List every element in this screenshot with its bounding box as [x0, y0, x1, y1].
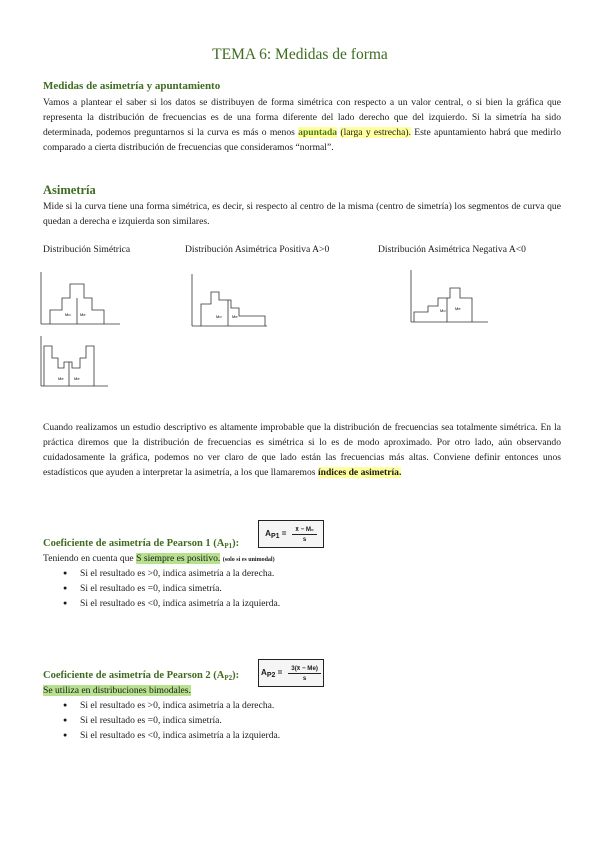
section-heading-medidas: Medidas de asimetría y apuntamiento — [43, 80, 221, 92]
pearson2-denominator: s — [302, 674, 307, 682]
pearson2-fraction — [288, 665, 321, 682]
label-me-right: Me — [74, 376, 80, 381]
paragraph-intro-a: Vamos a plantear el saber si los datos se distribuyen de forma simétrica con respecto a un valor central, o si bien la gráfica que representa la distribución de frecuencias es de una forma diferente del lado derecho que del izquierdo. Si la simetría ha sido determinada, podemos preguntarnos si la curva es más o menos — [43, 97, 561, 138]
paragraph-intro — [43, 95, 561, 155]
paragraph-asimetria-intro: Mide si la curva tiene una forma simétrica, es decir, si respecto al centro de la misma (centro de simetría) los segmentos de curva que quedan a derecha e izquierda son similares. — [43, 201, 561, 227]
pearson1-denominator: s — [302, 535, 307, 543]
pearson2-heading — [43, 670, 239, 682]
pearson2-formula-eq: = — [277, 667, 283, 677]
pearson1-heading-text: Coeficiente de asimetría de Pearson 1 (A — [43, 538, 225, 549]
pearson1-note-small: (solo si es unimodal) — [222, 557, 275, 563]
pearson1-bullet-negative: ● Si el resultado es <0, indica asimetría a la izquierda. — [61, 596, 280, 611]
bimodal-distribution-diagram — [40, 336, 110, 388]
pearson1-formula-lhs — [265, 529, 286, 540]
caption-asimetrica-negativa: Distribución Asimétrica Negativa A<0 — [378, 244, 526, 255]
distribution-outline — [414, 288, 472, 322]
pearson1-heading — [43, 538, 239, 550]
pearson2-heading-end: ): — [232, 670, 240, 681]
pearson1-heading-sub: P1 — [224, 542, 233, 550]
pearson2-numerator: 3(x̄ − Me) — [288, 665, 321, 674]
pearson2-formula-sub: P2 — [266, 671, 276, 679]
section-heading-asimetria: Asimetría — [43, 183, 96, 197]
pearson2-bullet-zero: ● Si el resultado es =0, indica simetría. — [61, 713, 280, 728]
paragraph-asimetria-estudio — [43, 420, 561, 480]
caption-asimetrica-positiva: Distribución Asimétrica Positiva A>0 — [185, 244, 330, 255]
page-title: TEMA 6: Medidas de forma — [212, 46, 388, 63]
label-mo: Mo — [65, 312, 71, 317]
caption-simetrica: Distribución Simétrica — [43, 244, 131, 255]
distribution-outline — [201, 292, 265, 326]
pearson1-heading-end: ): — [232, 538, 240, 549]
pearson2-heading-sub: P2 — [224, 674, 233, 682]
highlight-apuntada: apuntada — [298, 127, 338, 138]
negative-asymmetric-diagram — [410, 270, 490, 324]
highlight-indices: índices de asimetría. — [317, 467, 402, 478]
paragraph-intro-b: (larga y estrecha). — [340, 127, 411, 138]
positive-asymmetric-diagram — [191, 274, 269, 328]
symmetric-distribution-diagram — [40, 272, 122, 326]
label-mo: Mo — [216, 314, 222, 319]
paragraph-asimetria-estudio-text: Cuando realizamos un estudio descriptivo es altamente improbable que la distribución de frecuencias sea totalmente simétrica. En la práctica diremos que la distribución de frecuencias es simétrica si lo es de modo aproximado. Por otro lado, aún observando cuidadosamente la gráfica, podemos no ver claro de que lado están las frecuencias más altas. Conviene definir entonces unos estadísticos que ayuden a interpretar la asimetría, a los que llamaremos — [43, 422, 561, 478]
pearson1-formula-sub: P1 — [270, 532, 280, 540]
pearson2-formula-lhs — [261, 668, 282, 679]
paragraph-intro-c: Este apuntamiento habrá que medirlo comparado a cierta distribución de frecuencias que consideramos “normal”. — [43, 127, 562, 153]
pearson1-bullet-positive: ● Si el resultado es >0, indica asimetría a la derecha. — [61, 566, 280, 581]
label-me: Me — [80, 312, 86, 317]
label-mo: Mo — [440, 308, 446, 313]
pearson2-bullet-negative: ● Si el resultado es <0, indica asimetría a la izquierda. — [61, 728, 280, 743]
pearson2-bullet-positive: ● Si el resultado es >0, indica asimetría a la derecha. — [61, 698, 280, 713]
pearson2-heading-text: Coeficiente de asimetría de Pearson 2 (A — [43, 670, 225, 681]
label-me: Me — [455, 306, 461, 311]
pearson1-note-text: Teniendo en cuenta que — [43, 553, 134, 564]
pearson1-numerator: x̄ − M₀ — [292, 526, 316, 535]
pearson1-bullet-zero: ● Si el resultado es =0, indica simetría. — [61, 581, 280, 596]
pearson1-bullet-list — [61, 566, 280, 611]
pearson1-fraction — [292, 526, 316, 543]
pearson2-formula — [258, 659, 324, 687]
pearson1-note-highlight: S siempre es positivo. — [136, 553, 221, 564]
pearson1-formula — [258, 520, 324, 548]
pearson1-formula-a: A — [265, 528, 271, 538]
label-me-left: Me — [58, 376, 64, 381]
pearson1-formula-eq: = — [281, 528, 287, 538]
pearson2-formula-a: A — [261, 667, 267, 677]
pearson2-note — [43, 683, 191, 698]
pearson2-bullet-list — [61, 698, 280, 743]
pearson2-note-highlight: Se utiliza en distribuciones bimodales. — [43, 685, 191, 696]
label-me: Me — [232, 314, 238, 319]
